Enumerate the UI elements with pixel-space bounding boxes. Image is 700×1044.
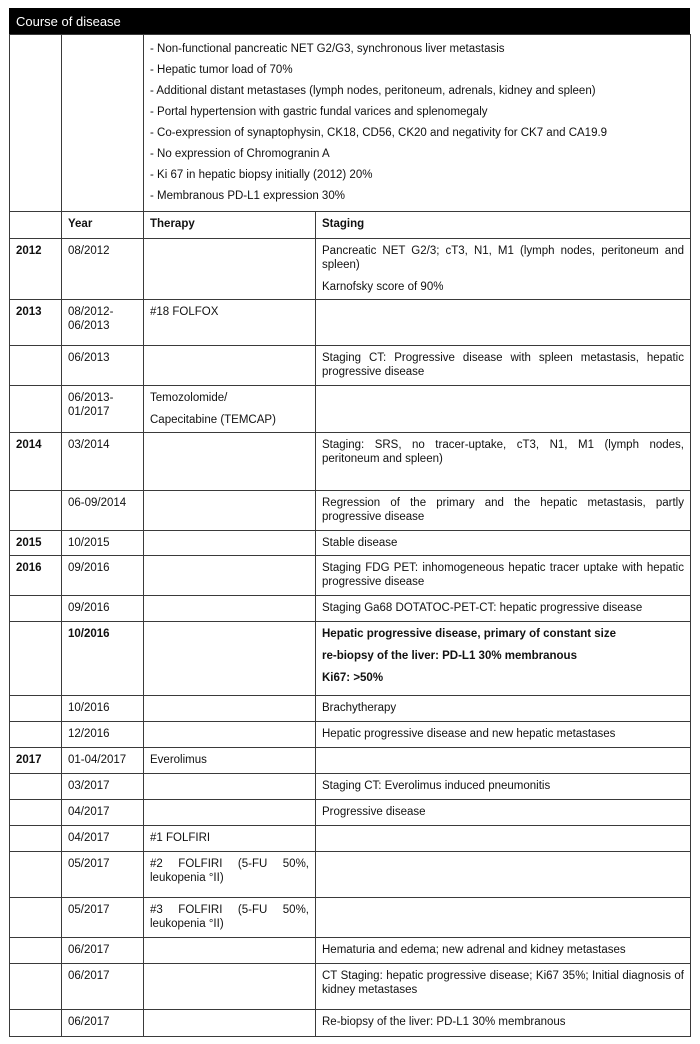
table-row [10, 386, 691, 433]
date-cell: 10/2016 [62, 622, 144, 696]
staging-text: Staging Ga68 DOTATOC-PET-CT: hepatic progressive disease [322, 602, 643, 614]
year-group-cell: 2013 [10, 300, 62, 346]
year-group-cell: 2014 [10, 433, 62, 491]
staging-text: Hepatic progressive disease and new hepatic metastases [322, 728, 616, 740]
staging-text: Karnofsky score of 90% [322, 281, 444, 293]
summary-item: - Co-expression of synaptophysin, CK18, CD56, CK20 and negativity for CK7 and CA19.9 [150, 127, 608, 139]
therapy-cell [144, 622, 316, 696]
table-row [10, 696, 691, 722]
year-group-cell [10, 696, 62, 722]
table-row [10, 300, 691, 346]
summary-item: - Portal hypertension with gastric fundal varices and splenomegaly [150, 106, 488, 118]
table-row [10, 346, 691, 386]
staging-text: Hepatic progressive disease, primary of constant size [322, 628, 617, 640]
therapy-cell [144, 531, 316, 556]
staging-text: Staging CT: Progressive disease with spleen metastasis, hepatic progressive disease [322, 352, 684, 378]
summary-row [10, 35, 691, 212]
therapy-cell [144, 300, 316, 346]
year-group-cell [10, 852, 62, 898]
therapy-text: Capecitabine (TEMCAP) [150, 414, 276, 426]
therapy-cell [144, 556, 316, 596]
staging-text: Pancreatic NET G2/3; cT3, N1, M1 (lymph nodes, peritoneum and spleen) [322, 245, 684, 271]
staging-cell [316, 346, 691, 386]
therapy-text: #1 FOLFIRI [150, 832, 211, 844]
year-group-cell [10, 346, 62, 386]
staging-text: Staging CT: Everolimus induced pneumonitis [322, 780, 551, 792]
header-staging: Staging [316, 212, 691, 239]
staging-cell [316, 300, 691, 346]
staging-cell [316, 531, 691, 556]
header-year: Year [62, 212, 144, 239]
year-group-cell: 2017 [10, 748, 62, 774]
table-row [10, 826, 691, 852]
therapy-text: Temozolomide/ [150, 392, 228, 404]
date-cell: 10/2016 [62, 696, 144, 722]
date-cell: 09/2016 [62, 596, 144, 622]
year-group-cell [10, 774, 62, 800]
header-therapy: Therapy [144, 212, 316, 239]
table-row [10, 748, 691, 774]
staging-text: Brachytherapy [322, 702, 397, 714]
summary-item: - Membranous PD-L1 expression 30% [150, 190, 345, 202]
therapy-text: #2 FOLFIRI (5-FU 50%, leukopenia °II) [150, 858, 309, 884]
summary-item: - Hepatic tumor load of 70% [150, 64, 293, 76]
therapy-cell [144, 346, 316, 386]
year-group-cell: 2016 [10, 556, 62, 596]
date-cell: 05/2017 [62, 852, 144, 898]
header-empty-cell [10, 212, 62, 239]
course-of-disease-table-container [9, 8, 690, 1037]
header-row [10, 212, 691, 239]
summary-item: - Ki 67 in hepatic biopsy initially (2012) 20% [150, 169, 373, 181]
staging-cell [316, 1010, 691, 1037]
year-group-cell [10, 898, 62, 938]
summary-item: - Additional distant metastases (lymph nodes, peritoneum, adrenals, kidney and spleen) [150, 85, 596, 97]
therapy-cell [144, 239, 316, 300]
staging-text: Progressive disease [322, 806, 426, 818]
staging-text: re-biopsy of the liver: PD-L1 30% membranous [322, 650, 577, 662]
table-row [10, 556, 691, 596]
date-cell: 04/2017 [62, 800, 144, 826]
year-group-cell [10, 1010, 62, 1037]
therapy-cell [144, 748, 316, 774]
staging-cell [316, 239, 691, 300]
date-cell: 06/2017 [62, 938, 144, 964]
date-cell: 09/2016 [62, 556, 144, 596]
staging-cell [316, 722, 691, 748]
therapy-cell [144, 433, 316, 491]
table-row [10, 722, 691, 748]
therapy-cell [144, 800, 316, 826]
year-group-cell [10, 800, 62, 826]
staging-text: Ki67: >50% [322, 672, 384, 684]
date-cell: 12/2016 [62, 722, 144, 748]
table-title: Course of disease [9, 8, 690, 34]
year-group-cell [10, 964, 62, 1010]
date-cell: 10/2015 [62, 531, 144, 556]
table-row [10, 852, 691, 898]
staging-cell [316, 898, 691, 938]
staging-cell [316, 826, 691, 852]
date-cell: 01-04/2017 [62, 748, 144, 774]
staging-cell [316, 800, 691, 826]
table-row [10, 800, 691, 826]
therapy-cell [144, 852, 316, 898]
date-cell: 06/2017 [62, 964, 144, 1010]
year-group-cell [10, 491, 62, 531]
staging-text: Re-biopsy of the liver: PD-L1 30% membranous [322, 1016, 566, 1028]
table-row [10, 531, 691, 556]
table-row [10, 622, 691, 696]
staging-cell [316, 386, 691, 433]
therapy-cell [144, 964, 316, 1010]
staging-cell [316, 491, 691, 531]
table-row [10, 964, 691, 1010]
date-cell: 08/2012 [62, 239, 144, 300]
staging-cell [316, 938, 691, 964]
year-group-cell [10, 386, 62, 433]
staging-text: Staging FDG PET: inhomogeneous hepatic tracer uptake with hepatic progressive disease [322, 562, 684, 588]
table-row [10, 898, 691, 938]
therapy-cell [144, 1010, 316, 1037]
therapy-cell [144, 774, 316, 800]
therapy-text: #18 FOLFOX [150, 306, 219, 318]
summary-item: - No expression of Chromogranin A [150, 148, 330, 160]
date-cell: 06/2013- 01/2017 [62, 386, 144, 433]
staging-text: Regression of the primary and the hepatic metastasis, partly progressive disease [322, 497, 684, 523]
year-group-cell [10, 826, 62, 852]
date-cell: 06-09/2014 [62, 491, 144, 531]
therapy-cell [144, 596, 316, 622]
therapy-cell [144, 938, 316, 964]
staging-text: Hematuria and edema; new adrenal and kidney metastases [322, 944, 626, 956]
course-table [9, 34, 691, 1037]
year-group-cell [10, 938, 62, 964]
summary-list [144, 35, 691, 212]
staging-cell [316, 622, 691, 696]
staging-text: CT Staging: hepatic progressive disease; Ki67 35%; Initial diagnosis of kidney metastases [322, 970, 684, 996]
staging-cell [316, 596, 691, 622]
date-cell: 06/2013 [62, 346, 144, 386]
staging-text: Staging: SRS, no tracer-uptake, cT3, N1, M1 (lymph nodes, peritoneum and spleen) [322, 439, 684, 465]
table-row [10, 774, 691, 800]
therapy-cell [144, 491, 316, 531]
date-cell: 05/2017 [62, 898, 144, 938]
date-cell: 03/2014 [62, 433, 144, 491]
summary-empty-cell [10, 35, 62, 212]
table-row [10, 1010, 691, 1037]
table-row [10, 433, 691, 491]
therapy-cell [144, 722, 316, 748]
staging-cell [316, 852, 691, 898]
therapy-text: Everolimus [150, 754, 207, 766]
therapy-cell [144, 386, 316, 433]
year-group-cell [10, 622, 62, 696]
staging-cell [316, 774, 691, 800]
therapy-cell [144, 826, 316, 852]
date-cell: 04/2017 [62, 826, 144, 852]
staging-text: Stable disease [322, 537, 398, 549]
summary-empty-cell [62, 35, 144, 212]
summary-item: - Non-functional pancreatic NET G2/G3, synchronous liver metastasis [150, 43, 505, 55]
year-group-cell [10, 596, 62, 622]
staging-cell [316, 556, 691, 596]
year-group-cell: 2012 [10, 239, 62, 300]
therapy-cell [144, 696, 316, 722]
date-cell: 06/2017 [62, 1010, 144, 1037]
therapy-cell [144, 898, 316, 938]
staging-cell [316, 696, 691, 722]
year-group-cell: 2015 [10, 531, 62, 556]
staging-cell [316, 748, 691, 774]
table-row [10, 491, 691, 531]
year-group-cell [10, 722, 62, 748]
table-row [10, 239, 691, 300]
table-row [10, 938, 691, 964]
therapy-text: #3 FOLFIRI (5-FU 50%, leukopenia °II) [150, 904, 309, 930]
staging-cell [316, 964, 691, 1010]
date-cell: 08/2012- 06/2013 [62, 300, 144, 346]
table-row [10, 596, 691, 622]
staging-cell [316, 433, 691, 491]
date-cell: 03/2017 [62, 774, 144, 800]
